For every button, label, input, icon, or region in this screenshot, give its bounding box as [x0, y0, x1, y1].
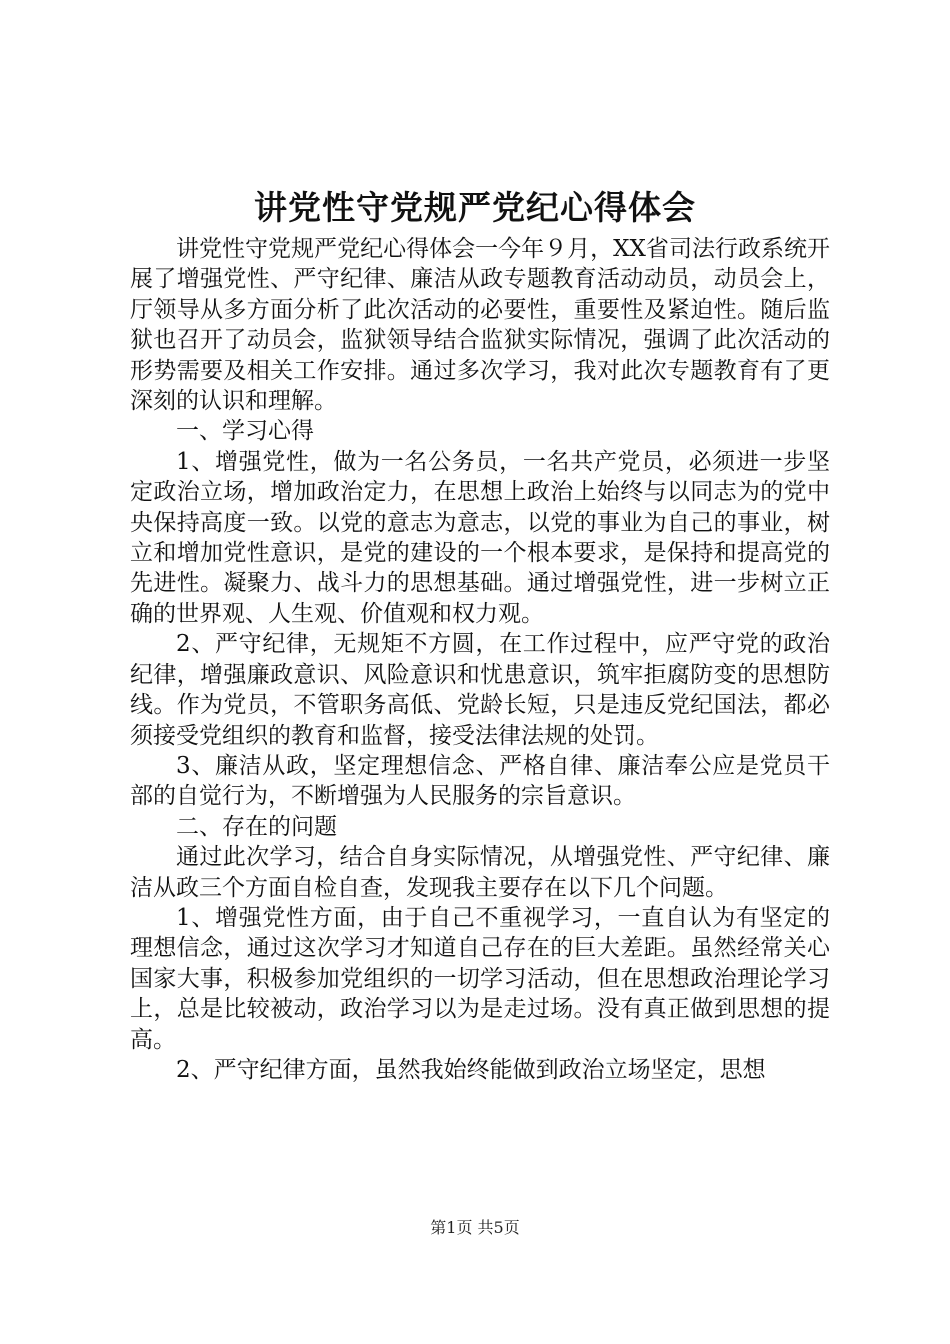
- paragraph-problems-1: 1、增强党性方面，由于自己不重视学习，一直自认为有坚定的理想信念，通过这次学习才知道自己存在的巨大差距。虽然经常关心国家大事，积极参加党组织的一切学习活动，但在思想政治理论学习上，总是比较被动，政治学习以为是走过场。没有真正做到思想的提高。: [130, 904, 830, 1053]
- paragraph-problems-intro: 通过此次学习，结合自身实际情况，从增强党性、严守纪律、廉洁从政三个方面自检自查，发现我主要存在以下几个问题。: [130, 844, 830, 901]
- document-title: 讲党性守党规严党纪心得体会: [254, 188, 696, 227]
- section-heading-learning: 一、学习心得: [176, 418, 314, 445]
- page-footer: 第1页 共5页: [430, 1218, 520, 1237]
- paragraph-learning-3: 3、廉洁从政，坚定理想信念、严格自律、廉洁奉公应是党员干部的自觉行为，不断增强为人民服务的宗旨意识。: [130, 752, 830, 810]
- section-heading-problems: 二、存在的问题: [176, 813, 337, 840]
- paragraph-learning-2: 2、严守纪律，无规矩不方圆，在工作过程中，应严守党的政治纪律，增强廉政意识、风险意识和忧患意识，筑牢拒腐防变的思想防线。作为党员，不管职务高低、党龄长短，只是违反党纪国法，都必须接受党组织的教育和监督，接受法律法规的处罚。: [130, 631, 830, 749]
- paragraph-intro: 讲党性守党规严党纪心得体会一今年９月，XX省司法行政系统开展了增强党性、严守纪律、廉洁从政专题教育活动动员，动员会上，厅领导从多方面分析了此次活动的必要性，重要性及紧迫性。随后监狱也召开了动员会，监狱领导结合监狱实际情况，强调了此次活动的形势需要及相关工作安排。通过多次学习，我对此次专题教育有了更深刻的认识和理解。: [130, 236, 830, 415]
- paragraph-problems-2: 2、严守纪律方面，虽然我始终能做到政治立场坚定，思想: [176, 1056, 766, 1083]
- document-body: [130, 234, 830, 1085]
- paragraph-learning-1: 1、增强党性，做为一名公务员，一名共产党员，必须进一步坚定政治立场，增加政治定力，在思想上政治上始终与以同志为的党中央保持高度一致。以党的意志为意志，以党的事业为自己的事业，树立和增加党性意识，是党的建设的一个根本要求，是保持和提高党的先进性。凝聚力、战斗力的思想基础。通过增强党性，进一步树立正确的世界观、人生观、价值观和权力观。: [130, 448, 830, 627]
